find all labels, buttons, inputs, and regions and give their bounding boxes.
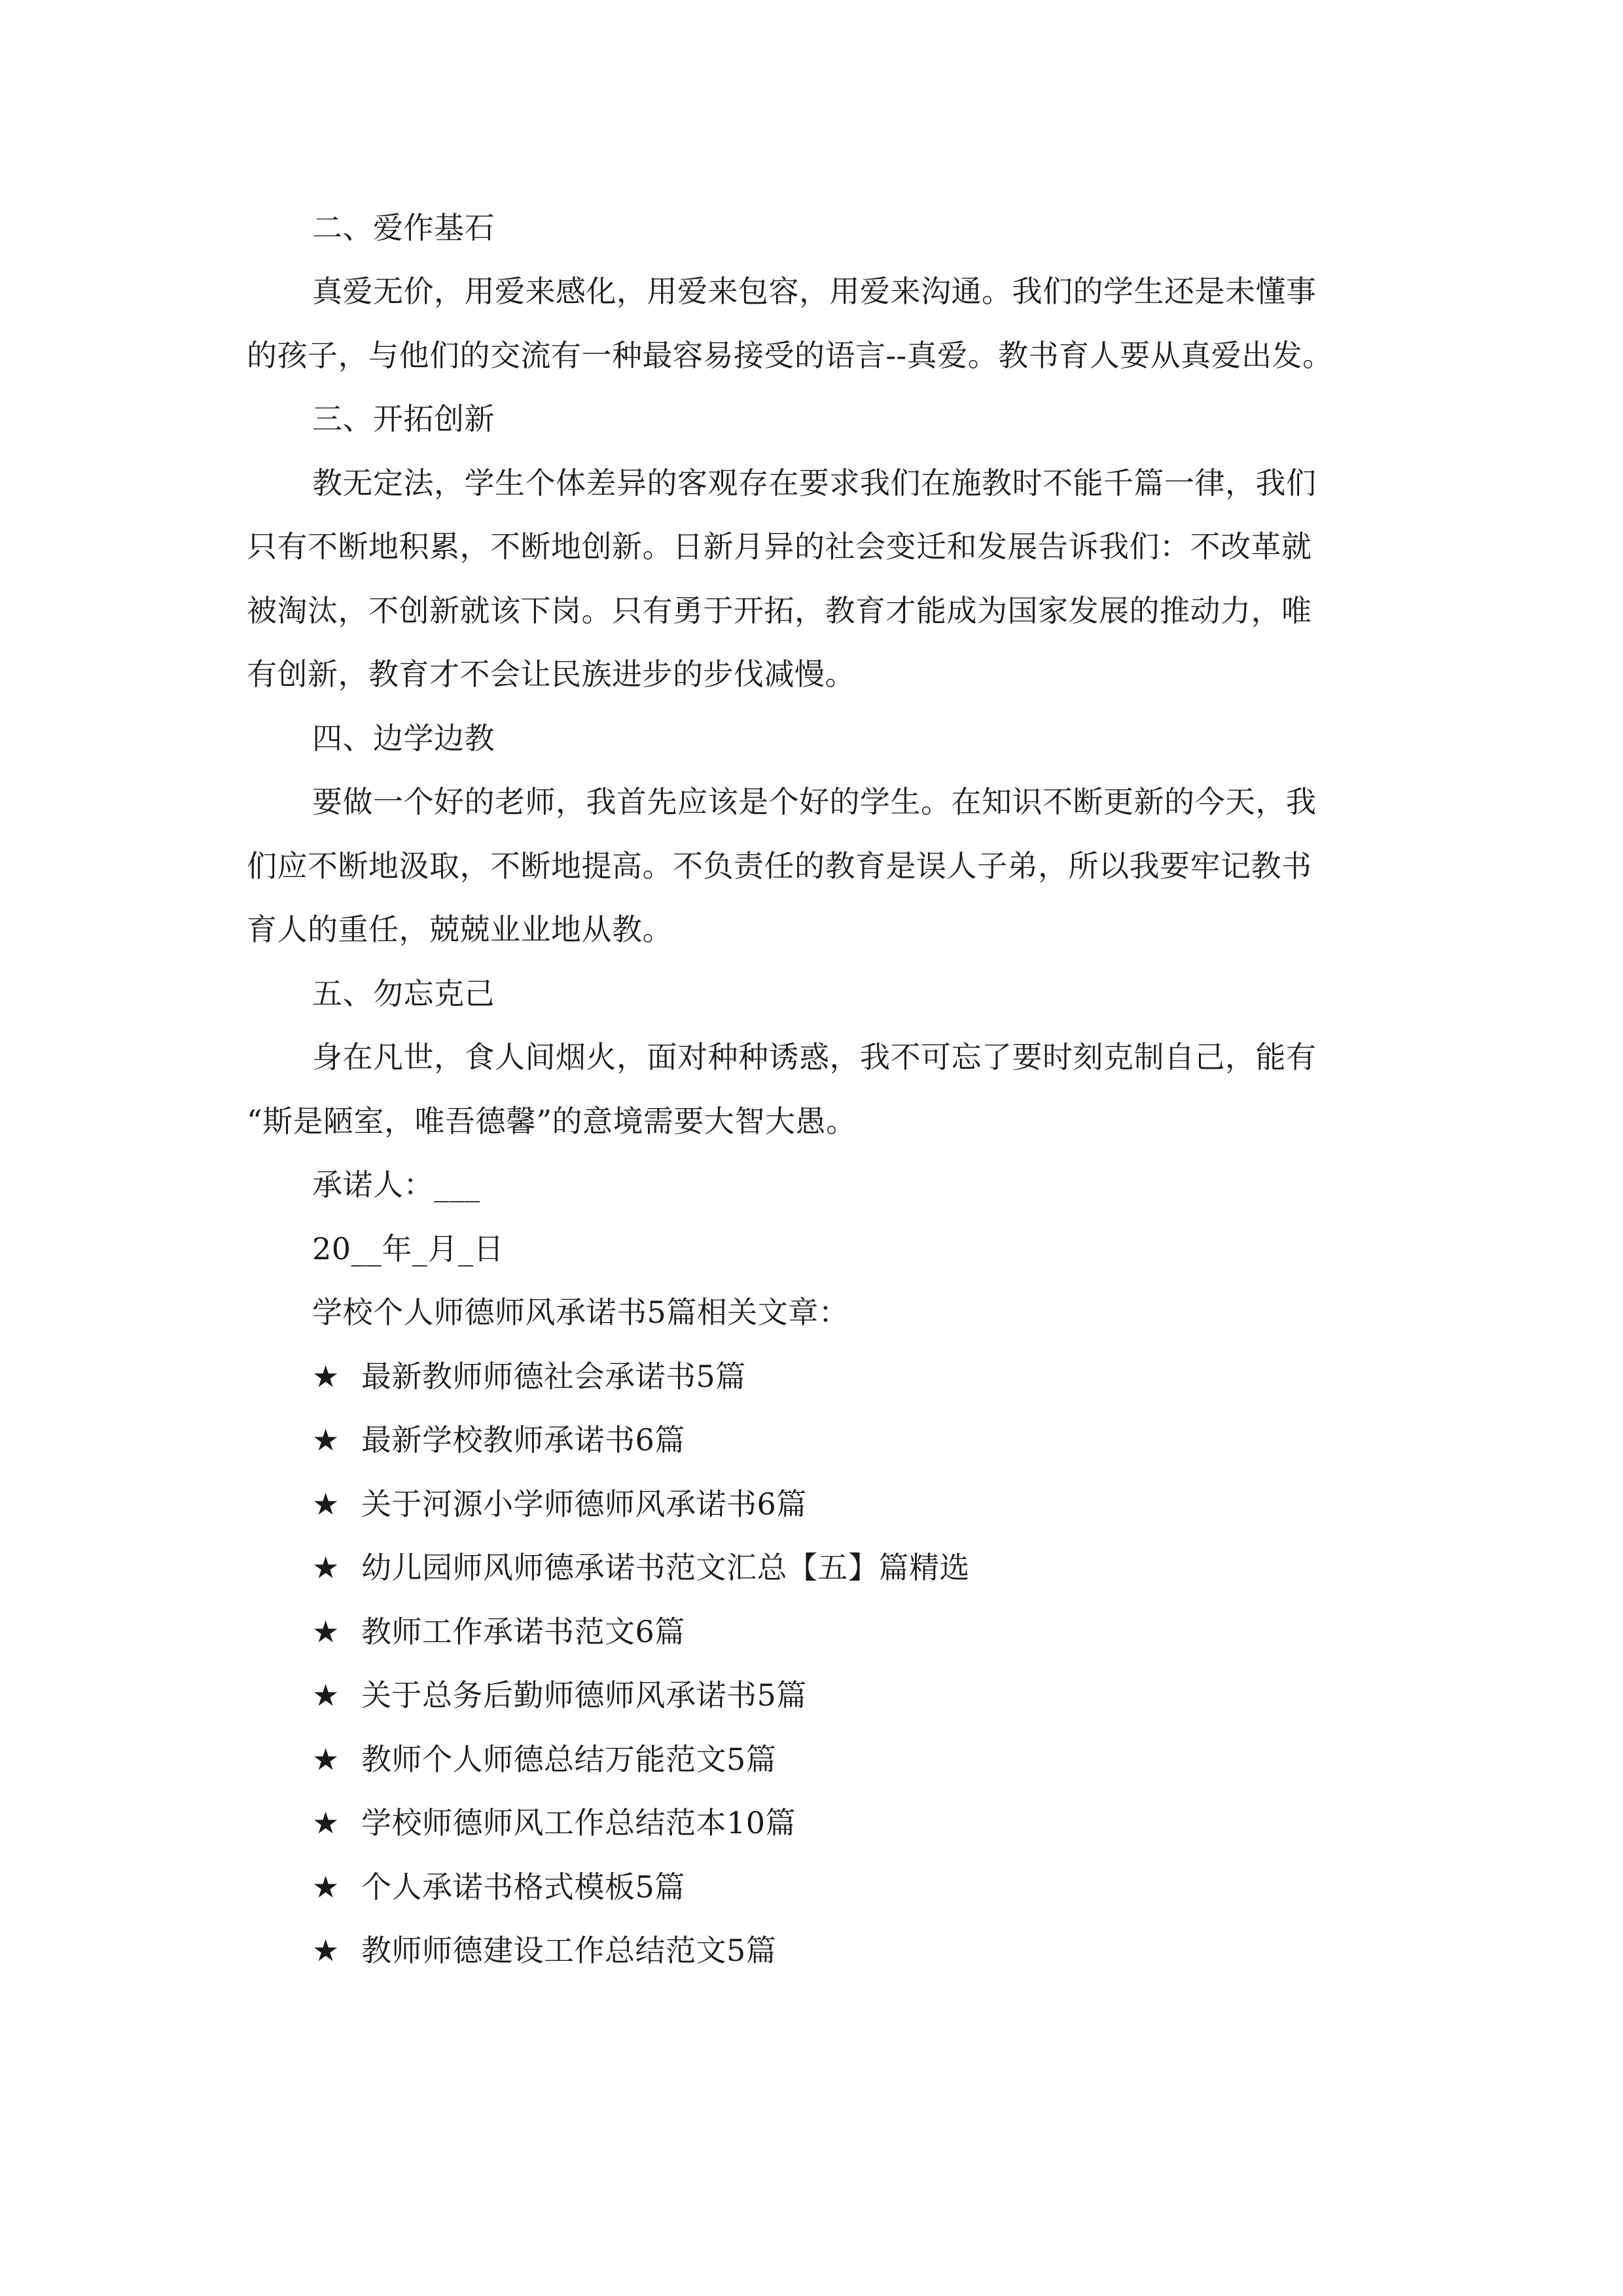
star-icon: ★ [312,1614,340,1649]
section-heading: 五、勿忘克己 [312,976,495,1011]
paragraph-line: 被淘汰，不创新就该下岗。只有勇于开拓，教育才能成为国家发展的推动力，唯 [247,593,1312,628]
related-link[interactable] [312,1612,685,1651]
date-line: 20__年_月_日 [312,1231,505,1266]
related-link[interactable] [312,1803,796,1842]
star-icon: ★ [312,1742,340,1777]
paragraph-line: 要做一个好的老师，我首先应该是个好的学生。在知识不断更新的今天，我 [312,784,1317,819]
paragraph-line: 们应不断地汲取，不断地提高。不负责任的教育是误人子弟，所以我要牢记教书 [247,848,1312,884]
related-link[interactable] [312,1931,776,1970]
related-title: 学校个人师德师风承诺书5篇相关文章： [312,1295,849,1330]
paragraph-line: 身在凡世，食人间烟火，面对种种诱惑，我不可忘了要时刻克制自己，能有 [312,1039,1317,1075]
star-icon: ★ [312,1550,340,1585]
star-icon: ★ [312,1805,340,1840]
related-link-label: 学校师德师风工作总结范本10篇 [361,1805,796,1840]
paragraph-line: 有创新，教育才不会让民族进步的步伐减慢。 [247,656,855,692]
related-link[interactable] [312,1548,970,1587]
paragraph-line: 真爱无价，用爱来感化，用爱来包容，用爱来沟通。我们的学生还是未懂事 [312,274,1317,309]
paragraph-line: 育人的重任，兢兢业业地从教。 [247,912,673,947]
section-heading: 三、开拓创新 [312,401,495,437]
related-link-label: 教师个人师德总结万能范文5篇 [361,1742,777,1777]
star-icon: ★ [312,1359,340,1394]
related-link[interactable] [312,1676,807,1715]
paragraph-line: 教无定法，学生个体差异的客观存在要求我们在施教时不能千篇一律，我们 [312,465,1317,501]
related-link-label: 幼儿园师风师德承诺书范文汇总【五】篇精选 [361,1550,970,1585]
related-link-label: 最新教师师德社会承诺书5篇 [361,1359,746,1394]
related-link-label: 个人承诺书格式模板5篇 [361,1869,685,1905]
section-heading: 四、边学边教 [312,721,495,756]
paragraph-line: 只有不断地积累，不断地创新。日新月异的社会变迁和发展告诉我们：不改革就 [247,529,1312,564]
related-link[interactable] [312,1867,685,1907]
star-icon: ★ [312,1677,340,1713]
related-link[interactable] [312,1740,776,1779]
star-icon: ★ [312,1869,340,1905]
paragraph-line: 的孩子，与他们的交流有一种最容易接受的语言--真爱。教书育人要从真爱出发。 [247,338,1333,373]
related-link[interactable] [312,1420,685,1460]
related-link-label: 教师工作承诺书范文6篇 [361,1614,685,1649]
related-link-label: 最新学校教师承诺书6篇 [361,1422,685,1458]
related-link-label: 关于河源小学师德师风承诺书6篇 [361,1486,807,1522]
related-link-label: 关于总务后勤师德师风承诺书5篇 [361,1677,807,1713]
star-icon: ★ [312,1422,340,1458]
star-icon: ★ [312,1486,340,1522]
star-icon: ★ [312,1933,340,1968]
promiser-line: 承诺人：___ [312,1167,480,1202]
related-link-label: 教师师德建设工作总结范文5篇 [361,1933,777,1968]
related-link[interactable] [312,1357,746,1396]
related-link[interactable] [312,1484,807,1524]
paragraph-line: “斯是陋室，唯吾德馨”的意境需要大智大愚。 [247,1103,857,1139]
section-heading: 二、爱作基石 [312,210,495,245]
